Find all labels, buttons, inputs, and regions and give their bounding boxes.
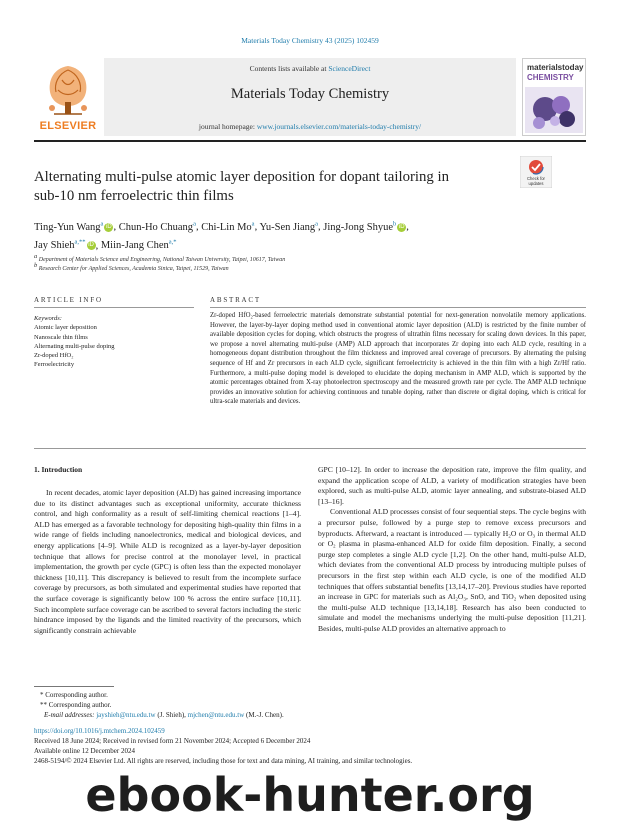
author[interactable]: Chi-Lin Mo$^a$ [201, 220, 255, 233]
divider [210, 307, 586, 308]
article-info-heading: ARTICLE INFO [34, 296, 103, 304]
orcid-icon[interactable]: iD [398, 223, 405, 230]
elsevier-logo [34, 58, 102, 136]
abstract-heading: ABSTRACT [210, 296, 261, 304]
check-for-updates-icon [520, 156, 552, 188]
watermark: ebook-hunter.org [85, 768, 535, 822]
journal-reference: Materials Today Chemistry 43 (2025) 102459 [241, 36, 379, 45]
journal-cover-thumbnail [522, 58, 586, 136]
elsevier-tree-icon [40, 60, 96, 118]
svg-text:Check for: Check for [527, 176, 545, 181]
affiliation: a Department of Materials Science and Engineering, National Taiwan University, Taipei, 10617, Taiwan [34, 253, 286, 263]
journal-header [34, 58, 586, 136]
footnote-divider [34, 686, 114, 687]
check-for-updates-badge[interactable] [520, 156, 552, 188]
orcid-icon[interactable]: iD [88, 242, 94, 249]
author[interactable]: Jay Shieh$^{a,**}$ iD [34, 238, 94, 251]
cover-artwork-icon [525, 87, 583, 133]
elsevier-wordmark: ELSEVIER [39, 120, 97, 132]
doi-link[interactable]: https://doi.org/10.1016/j.mtchem.2024.102459 [34, 727, 165, 735]
homepage-line: journal homepage: www.journals.elsevier.com/materials-today-chemistry/ [198, 122, 422, 131]
section-heading-introduction: 1. Introduction [34, 465, 83, 474]
svg-text:updates: updates [528, 181, 544, 186]
keyword: Zr-doped HfO₂ [34, 352, 74, 360]
available-online: Available online 12 December 2024 [34, 747, 135, 755]
footnote-corresponding-1: * Corresponding author. [40, 691, 108, 699]
journal-info-box [104, 58, 516, 136]
author[interactable]: Yu-Sen Jiang$^a$ [259, 220, 319, 233]
header-divider [34, 140, 586, 142]
affiliation: b Research Center for Applied Sciences, Academia Sinica, Taipei, 11529, Taiwan [34, 262, 229, 272]
body-text-right-column [318, 465, 586, 635]
author[interactable]: Jing-Jong Shyue$^b$ iD [323, 220, 405, 233]
keywords-heading: Keywords: [34, 315, 62, 322]
received-dates: Received 18 June 2024; Received in revised form 21 November 2024; Accepted 6 December 2024 [34, 737, 311, 745]
footnote-corresponding-2: ** Corresponding author. [40, 701, 112, 709]
sciencedirect-link[interactable]: ScienceDirect [328, 64, 371, 73]
contents-line: Contents lists available at ScienceDirect [249, 64, 371, 73]
paragraph: GPC [10–12]. In order to increase the deposition rate, improve the film quality, and expand the application scope of ALD, a variety of modification strategies have been explored, such as multi-pulse ALD, atomic layer annealing, and substrate-biased ALD [13–16]. [318, 465, 586, 506]
body-text-left-column: In recent decades, atomic layer deposition (ALD) has gained increasing importance due to its distinct advantages such as exceptional uniformity, accurate thickness control, and high conformality as a result of self-limiting chemical reactions [1–4]. ALD has emerged as a favorable technology for depositing high-quality thin films in a wide range of fields including nanoelectronics, medical and biological devices, and energy applications [4–9]. While ALD is recognized as a layer-by-layer deposition technique that allows for precise control at the monolayer level, in practical implementation, the growth per cycle (GPC) is often less than the expected monolayer thickness [10,11]. This discrepancy is believed to result from the incomplete surface coverage by precursors, as both simulated and experimental studies have reported that the surface coverage is significantly below 100 % across the entire surface [10,11]. Such incomplete surface coverage can be ascribed to several factors including the steric hindrance imposed by the ligands and the limited reactivity of the precursors, which significantly constrain achievable [34, 488, 301, 635]
author[interactable]: Chun-Ho Chuang$^a$ [118, 220, 196, 233]
divider [34, 448, 586, 449]
cover-subtitle: CHEMISTRY [527, 73, 574, 82]
keyword: Ferroelectricity [34, 361, 75, 369]
keyword: Atomic layer deposition [34, 324, 97, 332]
orcid-icon[interactable]: iD [106, 223, 112, 230]
keyword: Nanoscale thin films [34, 333, 88, 341]
copyright: 2468-5194/© 2024 Elsevier Ltd. All rights are reserved, including those for text and data mining, AI training, and similar technologies. [34, 757, 413, 765]
paragraph: Conventional ALD processes consist of four sequential steps. The cycle begins with a precursor pulse, followed by a purge step to remove excess precursors and byproducts. Afterward, a reactant is introduced — typically H₂O or O₃ in thermal ALD or O₂ plasma in plasma-enhanced ALD for oxide film deposition. Finally, a second purge step completes a single ALD cycle [1,2]. On the other hand, multi-pulse ALD, which deviates from the conventional ALD process by introducing multiple pulses of precursors in the first step within each ALD cycle, is one of the modified ALD techniques that offers substantial benefits [13,14,17–20]. Previous studies have reported an increase in GPC for materials such as Al₂O₃, SnO, and TiO₂ when deposited using the multi-pulse ALD technique [13,14,18]. Research has also been conducted to simulate and model the mechanisms underlying the multi-pulse deposition [11,21]. Besides, multi-pulse ALD provides an alternative approach to [318, 507, 586, 633]
keyword: Alternating multi-pulse doping [34, 342, 115, 350]
footnotes [34, 690, 594, 766]
journal-homepage-link[interactable]: www.journals.elsevier.com/materials-today-chemistry/ [256, 122, 422, 131]
divider [34, 307, 194, 308]
email-link[interactable]: mjchen@ntu.edu.tw [187, 711, 245, 719]
email-link[interactable]: jayshieh@ntu.edu.tw [96, 711, 156, 719]
cover-title: materialstoday [527, 63, 584, 72]
article-title: Alternating multi-pulse atomic layer deposition for dopant tailoring in sub-10 nm ferroelectric thin films [34, 169, 450, 204]
author-list: Ting-Yun Wang$^a$ iD , Chun-Ho Chuang$^a$, Chi-Lin Mo$^a$, Yu-Sen Jiang$^a$, Jing-Jong Shyue$^b$ iD , Jay Shieh$^{a,**}$ iD , Miin-Jang Chen$^{a,*}$ [34, 220, 409, 251]
author[interactable]: Ting-Yun Wang$^a$ iD [34, 220, 112, 233]
author[interactable]: Miin-Jang Chen$^{a,*}$ [100, 238, 177, 251]
keywords-block [34, 314, 194, 370]
abstract-text: Zr-doped HfO₂-based ferroelectric materials demonstrate substantial potential for next-generation nonvolatile memory applications. However, the layer-by-layer doping method used in conventional atomic layer deposition (ALD) is restricted by the finite number of available deposition cycles for doping, which obstructs the progress of ultrathin films necessary for scaling down devices. In this paper, we propose a novel alternating multi-pulse (AMP) ALD approach that incorporates Zr doping into each ALD cycle, resulting in a homogeneous dopant distribution throughout the film thickness and improved areal coverage of precursors. By alternating the pulsing sequence of Hf and Zr precursors in each ALD cycle, significant ferroelectricity is achieved in the thin film with a high Zr/Hf ratio. Furthermore, a multi-pulse doping model is developed to elucidate the doping mechanism in AMP ALD, which is supported by the atomic percentages obtained from X-ray photoelectron spectroscopy and the measured growth rate per cycle. The AMP ALD technique provides an innovative solution for achieving continuous and tunable doping, rather than discrete or digital doping, which is critical for ultra-scale materials and devices. [210, 312, 586, 406]
footnote-emails: E-mail addresses: jayshieh@ntu.edu.tw (J. Shieh), mjchen@ntu.edu.tw (M.-J. Chen). [44, 711, 284, 719]
journal-title: Materials Today Chemistry [230, 86, 390, 102]
